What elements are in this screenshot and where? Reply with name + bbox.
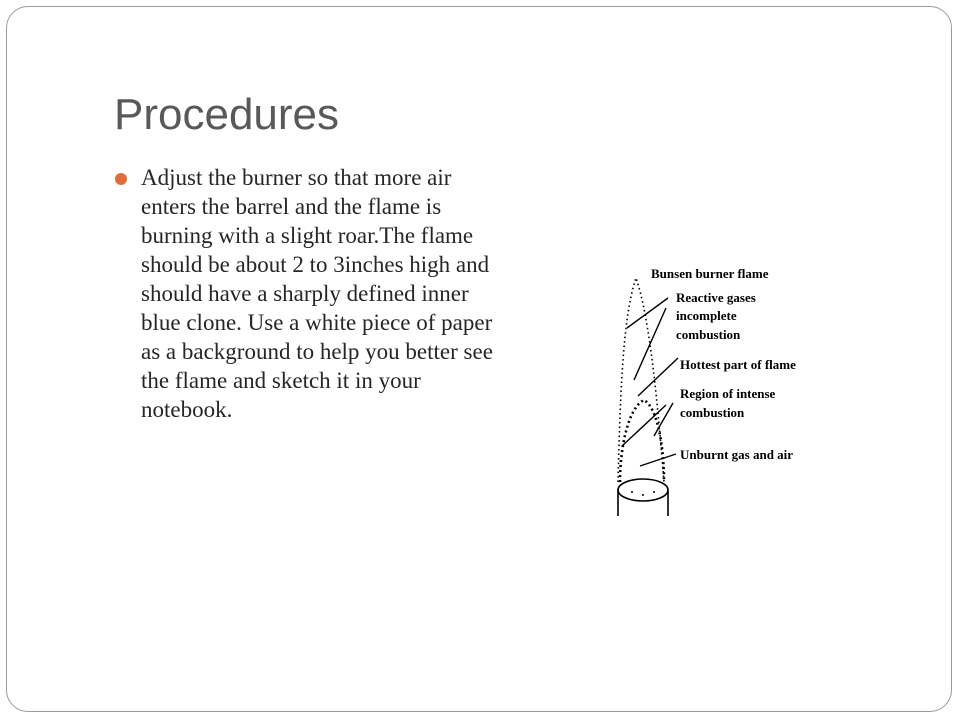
label-region-intense: Region of intense bbox=[680, 386, 776, 401]
diagram-title: Bunsen burner flame bbox=[651, 266, 769, 281]
leader-line-unburnt bbox=[640, 454, 676, 466]
label-reactive-gases: Reactive gases bbox=[676, 290, 756, 305]
barrel-top bbox=[618, 479, 668, 501]
label-incomplete: incomplete bbox=[676, 308, 737, 323]
leader-line-hottest bbox=[638, 358, 678, 396]
bullet-paragraph: Adjust the burner so that more air enters the barrel and the flame is burning with a slight roar.The flame should be about 2 to 3inches high and should have a sharply defined inner blue clone. Use a white piece of paper as a background to help you better see the flame and sketch it in your notebook. bbox=[141, 165, 493, 422]
outer-flame-outline bbox=[618, 278, 664, 482]
label-combustion-2: combustion bbox=[680, 405, 745, 420]
slide-title: Procedures bbox=[114, 90, 340, 139]
label-hottest-part: Hottest part of flame bbox=[680, 357, 796, 372]
bunsen-flame-diagram bbox=[600, 258, 840, 520]
barrel-dots bbox=[631, 491, 655, 496]
label-unburnt-gas: Unburnt gas and air bbox=[680, 447, 794, 462]
bullet-dot bbox=[115, 173, 127, 185]
label-combustion-1: combustion bbox=[676, 327, 741, 342]
